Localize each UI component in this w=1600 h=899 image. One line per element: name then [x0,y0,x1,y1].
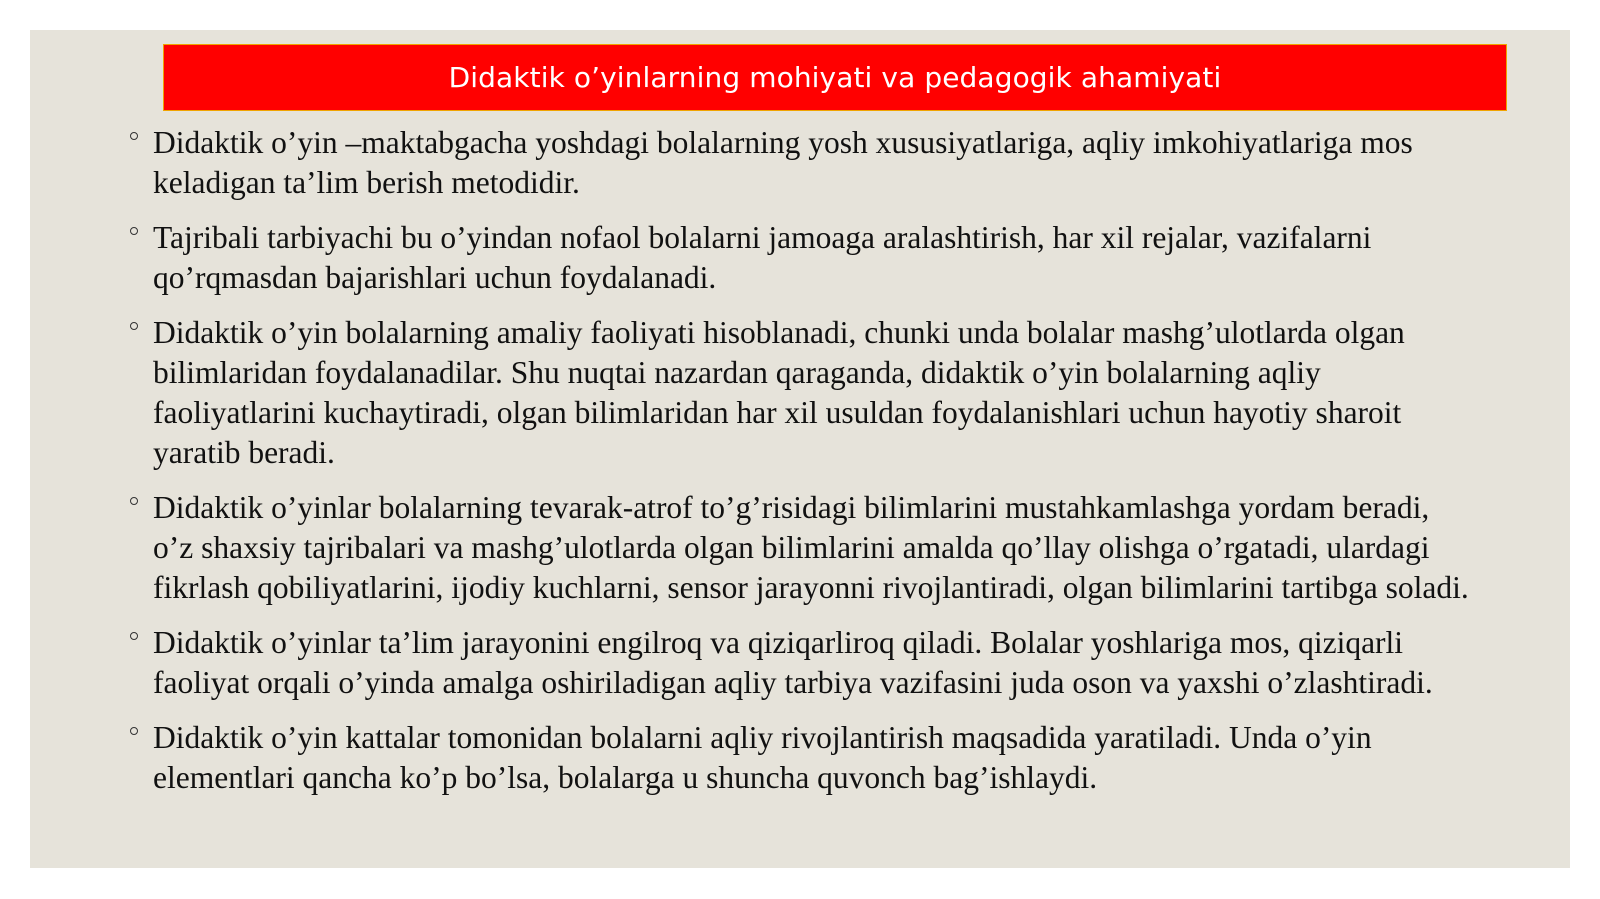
bullet-text: Didaktik o’yinlar ta’lim jarayonini engilroq va qiziqarliroq qiladi. Bolalar yoshlariga mos, qiziqarli faoliyat orqali o’yinda amalga oshiriladigan aqliy tarbiya vazifasini juda oson va yaxshi o’zlashtiradi. [153,625,1433,700]
bullet-circle-icon [130,727,138,735]
bullet-circle-icon [130,322,138,330]
bullet-item [130,488,1470,608]
title-banner [163,44,1507,111]
slide [30,30,1570,868]
bullet-list [130,123,1470,813]
bullet-text: Didaktik o’yin –maktabgacha yoshdagi bolalarning yosh xususiyatlariga, aqliy imkohiyatlariga mos keladigan ta’lim berish metodidir. [153,125,1413,200]
bullet-item [130,718,1470,798]
bullet-item [130,123,1470,203]
bullet-text: Didaktik o’yin kattalar tomonidan bolalarni aqliy rivojlantirish maqsadida yaratiladi. Unda o’yin elementlari qancha ko’p bo’lsa, bolalarga u shuncha quvonch bag’ishlaydi. [153,720,1372,795]
bullet-circle-icon [130,632,138,640]
bullet-circle-icon [130,497,138,505]
bullet-text: Tajribali tarbiyachi bu o’yindan nofaol bolalarni jamoaga aralashtirish, har xil rejalar, vazifalarni qo’rqmasdan bajarishlari uchun foydalanadi. [153,220,1372,295]
bullet-circle-icon [130,227,138,235]
bullet-item [130,623,1470,703]
bullet-text: Didaktik o’yin bolalarning amaliy faoliyati hisoblanadi, chunki unda bolalar mashg’ulotlarda olgan bilimlaridan foydalanadilar. Shu nuqtai nazardan qaraganda, didaktik o’yin bolalarning aqliy faoliyatlarini kuchaytiradi, olgan bilimlaridan har xil usuldan foydalanishlari uchun hayotiy sharoit yaratib beradi. [153,315,1405,470]
page-bottom-margin [0,868,1600,899]
slide-title: Didaktik o’yinlarning mohiyati va pedagogik ahamiyati [448,61,1222,94]
bullet-text: Didaktik o’yinlar bolalarning tevarak-atrof to’g’risidagi bilimlarini mustahkamlashga yordam beradi, o’z shaxsiy tajribalari va mashg’ulotlarda olgan bilimlarini amalda qo’llay olishga o’rgatadi, ulardagi fikrlash qobiliyatlarini, ijodiy kuchlarni, sensor jarayonni rivojlantiradi, olgan bilimlarini tartibga soladi. [153,490,1469,605]
bullet-item [130,218,1470,298]
bullet-item [130,313,1470,473]
bullet-circle-icon [130,132,138,140]
